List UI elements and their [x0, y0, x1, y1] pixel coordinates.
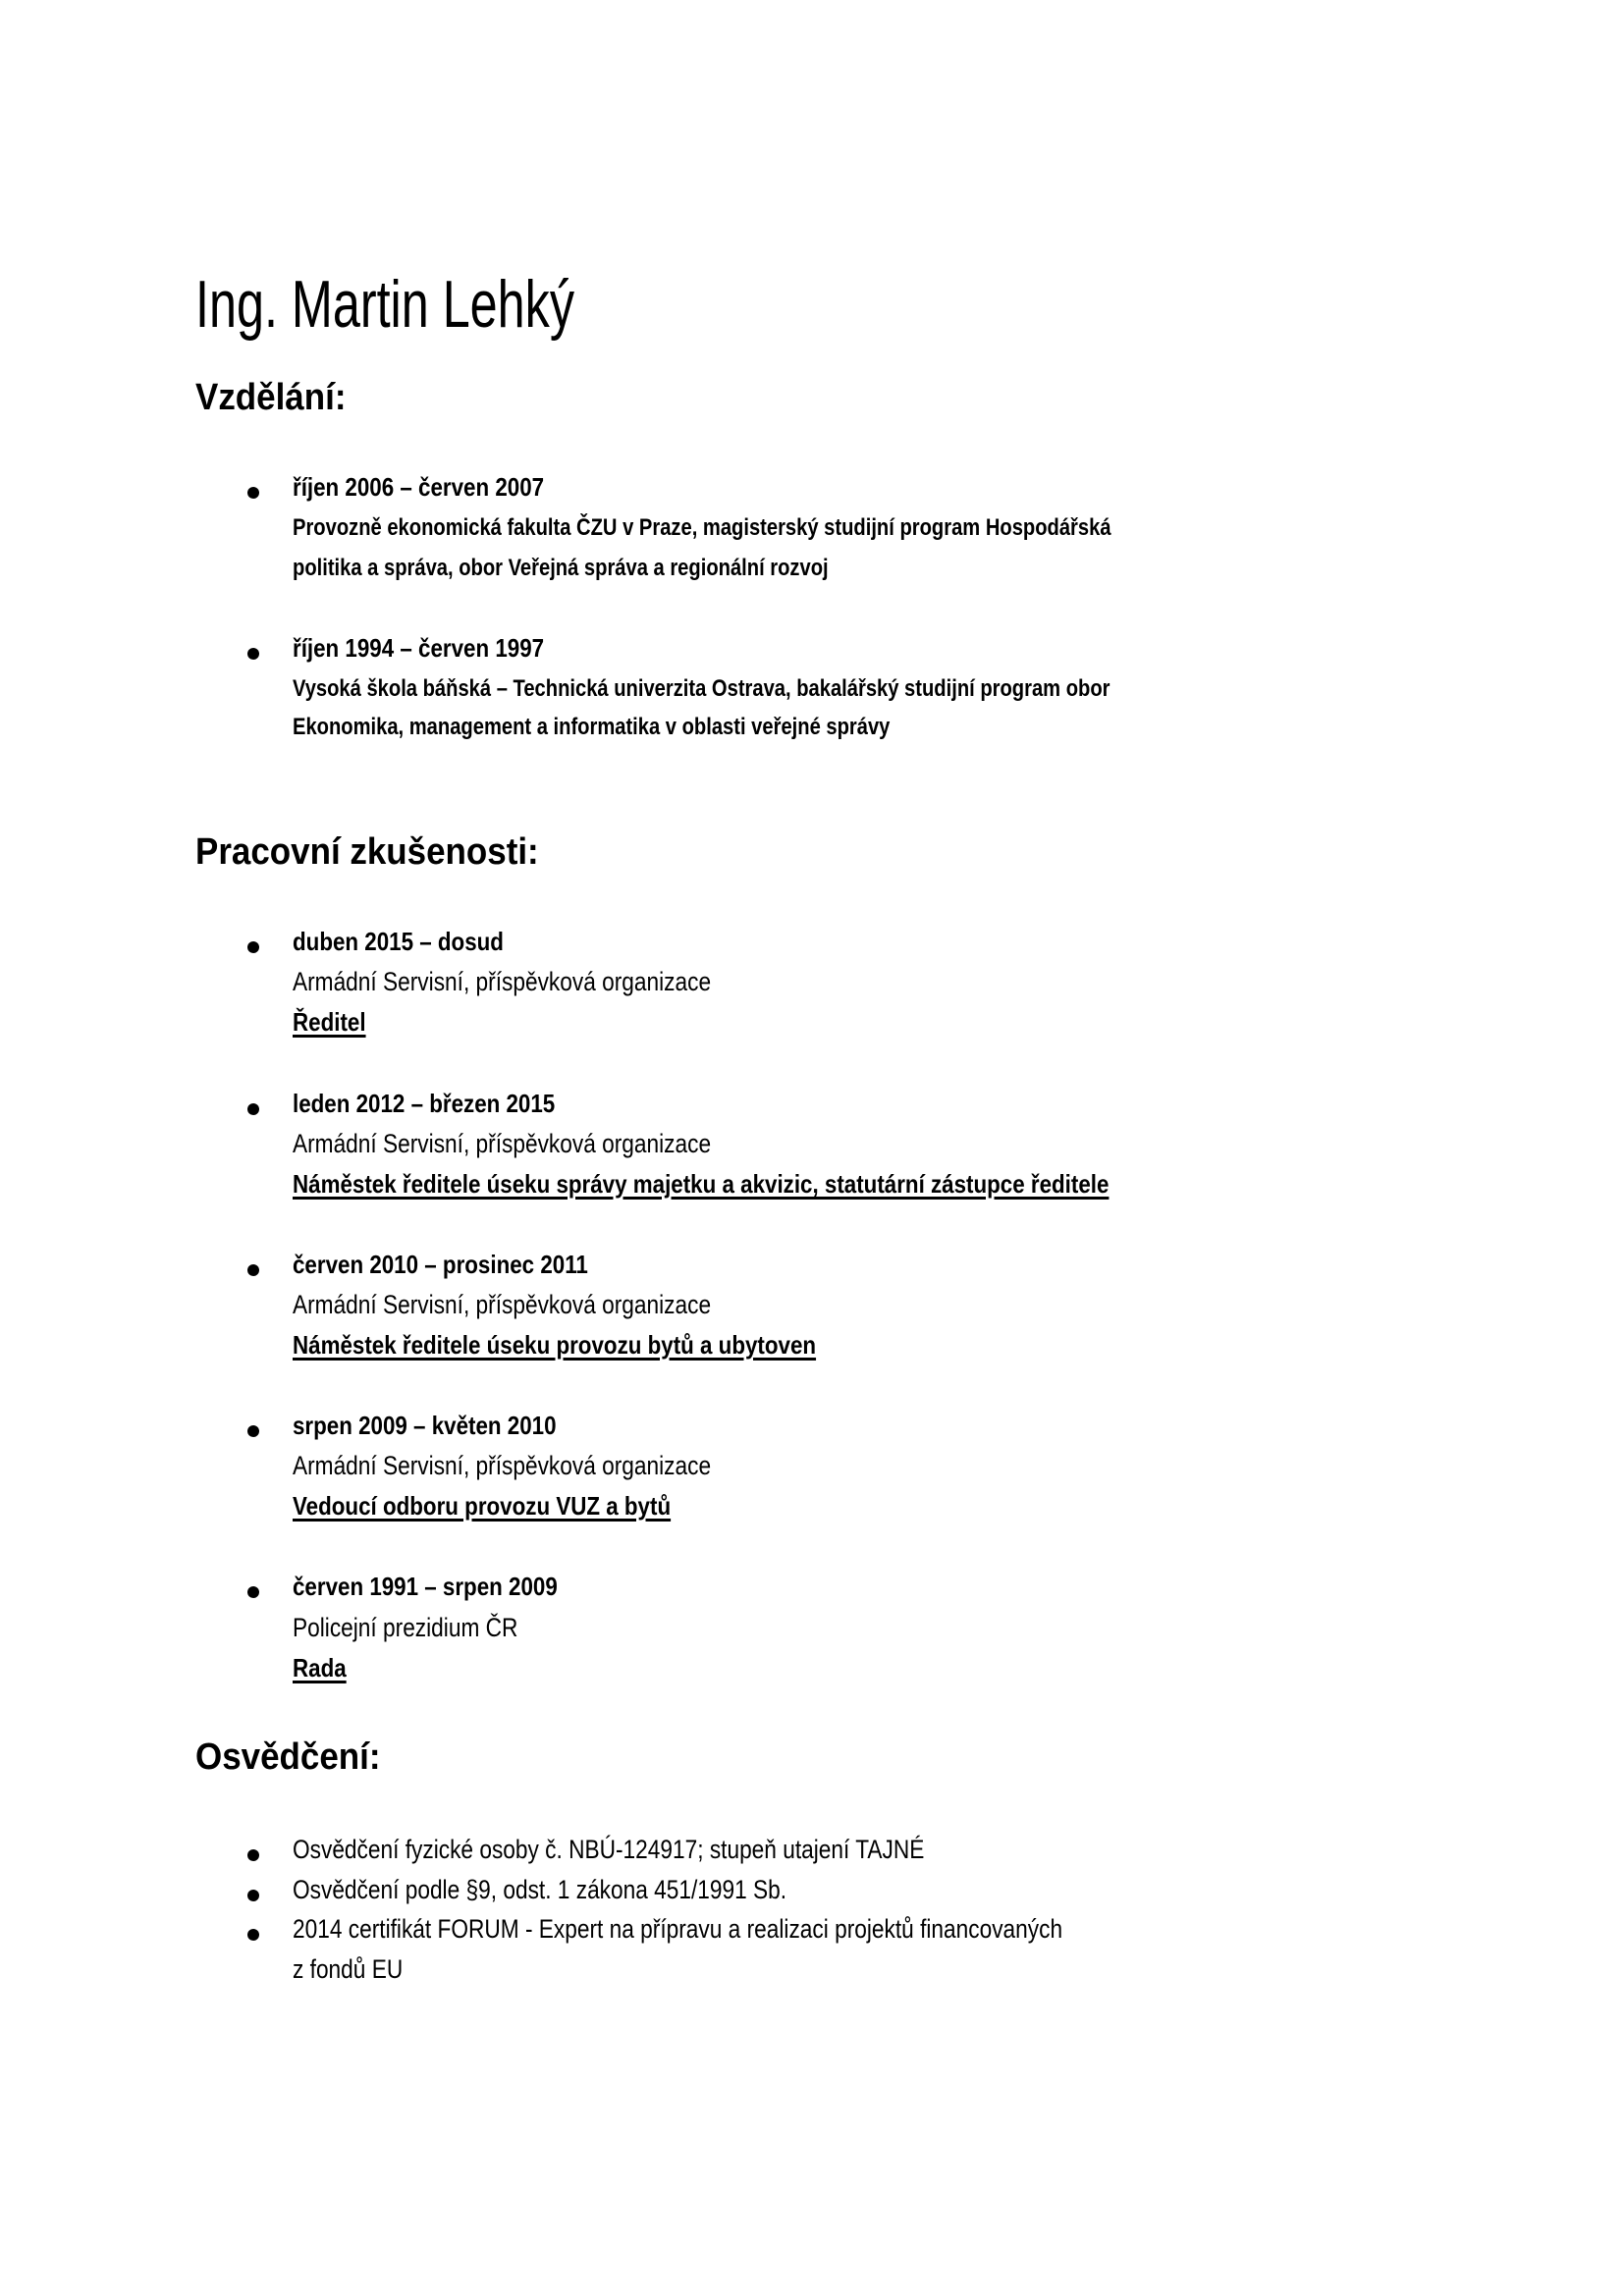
section-heading-experience: Pracovní zkušenosti: [195, 831, 539, 873]
bullet-icon [247, 648, 259, 660]
experience-position: Náměstek ředitele úseku správy majetku a akvizic, statutární zástupce ředitele [293, 1169, 1110, 1199]
experience-date: červen 1991 – srpen 2009 [293, 1572, 558, 1601]
experience-position: Rada [293, 1653, 347, 1682]
experience-organization: Policejní prezidium ČR [293, 1613, 518, 1642]
experience-date: leden 2012 – březen 2015 [293, 1089, 556, 1118]
education-date: říjen 2006 – červen 2007 [293, 472, 545, 502]
bullet-icon [247, 1890, 259, 1901]
experience-position: Náměstek ředitele úseku provozu bytů a ubytoven [293, 1330, 817, 1360]
bullet-icon [247, 1425, 259, 1437]
certificate-item: Osvědčení fyzické osoby č. NBÚ-124917; stupeň utajení TAJNÉ [293, 1835, 925, 1864]
education-description-line: Ekonomika, management a informatika v oblasti veřejné správy [293, 714, 891, 740]
experience-organization: Armádní Servisní, příspěvková organizace [293, 1451, 712, 1480]
experience-organization: Armádní Servisní, příspěvková organizace [293, 1290, 712, 1319]
education-description-line: politika a správa, obor Veřejná správa a regionální rozvoj [293, 555, 829, 581]
experience-position: Vedoucí odboru provozu VUZ a bytů [293, 1491, 672, 1521]
bullet-icon [247, 487, 259, 499]
certificate-item: 2014 certifikát FORUM - Expert na přípravu a realizaci projektů financovaných [293, 1914, 1063, 1944]
section-heading-certificates: Osvědčení: [195, 1736, 381, 1778]
bullet-icon [247, 941, 259, 953]
section-heading-education: Vzdělání: [195, 377, 347, 418]
education-date: říjen 1994 – červen 1997 [293, 633, 545, 663]
certificate-item-continuation: z fondů EU [293, 1954, 404, 1984]
bullet-icon [247, 1586, 259, 1598]
experience-position: Ředitel [293, 1007, 366, 1037]
education-description-line: Vysoká škola báňská – Technická univerzita Ostrava, bakalářský studijní program obor [293, 675, 1110, 702]
experience-date: srpen 2009 – květen 2010 [293, 1411, 557, 1440]
bullet-icon [247, 1929, 259, 1941]
experience-organization: Armádní Servisní, příspěvková organizace [293, 1129, 712, 1158]
bullet-icon [247, 1264, 259, 1276]
bullet-icon [247, 1849, 259, 1861]
education-description-line: Provozně ekonomická fakulta ČZU v Praze, magisterský studijní program Hospodářská [293, 514, 1111, 541]
experience-date: duben 2015 – dosud [293, 927, 504, 956]
certificate-item: Osvědčení podle §9, odst. 1 zákona 451/1991 Sb. [293, 1875, 787, 1904]
bullet-icon [247, 1103, 259, 1115]
experience-organization: Armádní Servisní, příspěvková organizace [293, 967, 712, 996]
experience-date: červen 2010 – prosinec 2011 [293, 1250, 588, 1279]
document-title: Ing. Martin Lehký [195, 267, 574, 342]
